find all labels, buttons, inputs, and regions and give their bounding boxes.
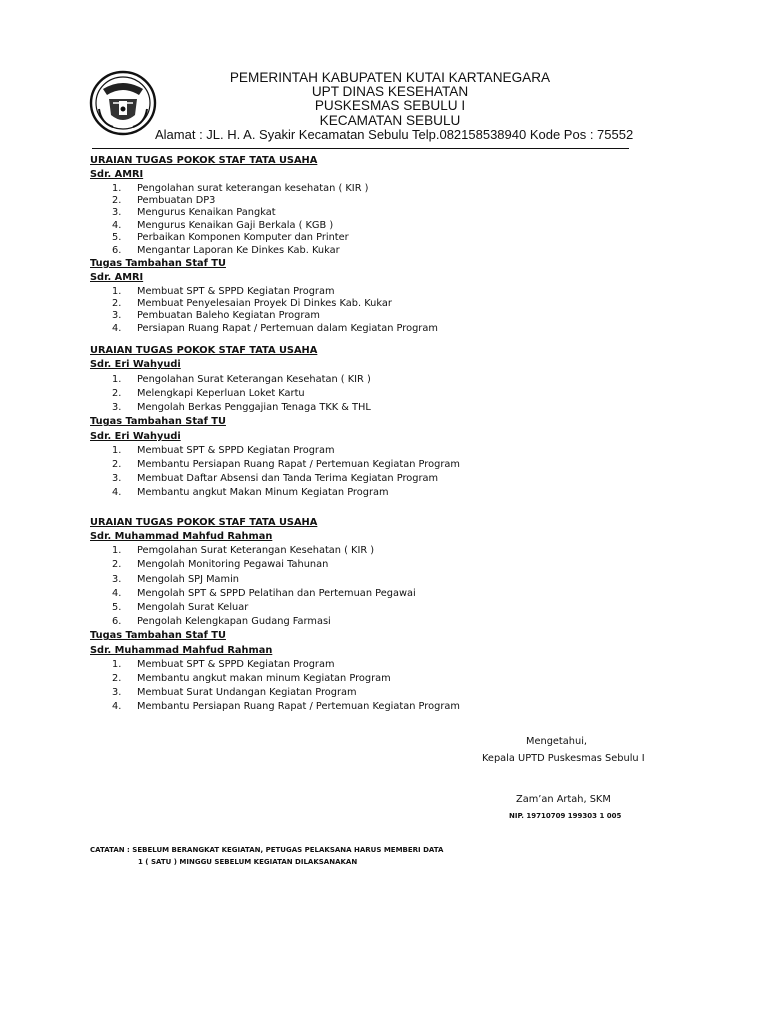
item-number: 4. <box>112 322 122 334</box>
section-title: URAIAN TUGAS POKOK STAF TATA USAHA <box>90 345 318 357</box>
item-text: Membantu angkut makan minum Kegiatan Program <box>137 673 391 685</box>
footnote-line-1: CATATAN : SEBELUM BERANGKAT KEGIATAN, PETUGAS PELAKSANA HARUS MEMBERI DATA <box>90 846 444 854</box>
list-item <box>90 472 690 486</box>
list-item <box>90 298 690 310</box>
item-text: Mengolah SPT & SPPD Pelatihan dan Pertemuan Pegawai <box>137 587 416 599</box>
item-text: Mengurus Kenaikan Gaji Berkala ( KGB ) <box>137 219 334 231</box>
item-text: Perbaikan Komponen Komputer dan Printer <box>137 232 349 244</box>
list-item <box>90 686 690 700</box>
item-text: Pengolah Kelengkapan Gudang Farmasi <box>137 616 331 628</box>
item-number: 5. <box>112 232 122 244</box>
letterhead-district: KECAMATAN SEBULU <box>319 112 461 128</box>
extra-duty-title: Tugas Tambahan Staf TU <box>90 257 226 269</box>
task-list <box>90 544 690 629</box>
list-item <box>90 658 690 672</box>
list-item <box>90 195 690 207</box>
list-item <box>90 486 690 500</box>
item-text: Mengolah Monitoring Pegawai Tahunan <box>137 559 329 571</box>
list-item <box>90 587 690 601</box>
section-title: URAIAN TUGAS POKOK STAF TATA USAHA <box>90 516 318 528</box>
item-text: Melengkapi Keperluan Loket Kartu <box>137 387 305 399</box>
task-list <box>90 373 690 416</box>
letterhead-government: PEMERINTAH KABUPATEN KUTAI KARTANEGARA <box>229 70 551 85</box>
extra-task-list <box>90 658 690 715</box>
item-text: Pembuatan DP3 <box>137 194 216 206</box>
item-text: Pengolahan surat keterangan kesehatan ( KIR ) <box>137 182 369 194</box>
item-text: Pembuatan Baleho Kegiatan Program <box>137 310 320 322</box>
item-number: 1. <box>112 182 122 194</box>
signer-position: Kepala UPTD Puskesmas Sebulu I <box>482 753 645 764</box>
list-item <box>90 672 690 686</box>
staff-name: Sdr. AMRI <box>90 272 144 284</box>
item-number: 3. <box>112 402 122 414</box>
item-number: 4. <box>112 587 122 599</box>
staff-name: Sdr. Muhammad Mahfud Rahman <box>90 530 273 542</box>
item-number: 6. <box>112 616 122 628</box>
item-number: 2. <box>112 297 122 309</box>
item-number: 4. <box>112 219 122 231</box>
list-item <box>90 183 690 195</box>
extra-duty-title: Tugas Tambahan Staf TU <box>90 416 226 428</box>
item-text: Membuat SPT & SPPD Kegiatan Program <box>137 285 335 297</box>
item-number: 1. <box>112 658 122 670</box>
staff-name: Sdr. Eri Wahyudi <box>90 359 181 371</box>
staff-name: Sdr. AMRI <box>90 169 144 181</box>
list-item <box>90 444 690 458</box>
item-text: Mengolah Surat Keluar <box>137 601 249 613</box>
staff-name: Sdr. Eri Wahyudi <box>90 430 181 442</box>
item-number: 2. <box>112 387 122 399</box>
item-text: Membantu Persiapan Ruang Rapat / Pertemuan Kegiatan Program <box>137 459 460 471</box>
item-number: 1. <box>112 285 122 297</box>
letterhead-office: UPT DINAS KESEHATAN <box>311 84 469 100</box>
item-number: 1. <box>112 444 122 456</box>
spacer <box>90 335 690 344</box>
item-text: Mengurus Kenaikan Pangkat <box>137 207 276 219</box>
list-item <box>90 573 690 587</box>
item-number: 6. <box>112 244 122 256</box>
item-number: 2. <box>112 194 122 206</box>
list-item <box>90 286 690 298</box>
item-number: 3. <box>112 207 122 219</box>
list-item <box>90 310 690 322</box>
item-text: Mengolah Berkas Penggajian Tenaga TKK & THL <box>137 402 371 414</box>
item-text: Pemgolahan Surat Keterangan Kesehatan ( KIR ) <box>137 545 375 557</box>
letterhead-address: Alamat : JL. H. A. Syakir Kecamatan Sebulu Telp.082158538940 Kode Pos : 75552 <box>155 126 634 142</box>
list-item <box>90 458 690 472</box>
item-text: Membuat SPT & SPPD Kegiatan Program <box>137 658 335 670</box>
item-number: 2. <box>112 559 122 571</box>
list-item <box>90 387 690 401</box>
staff-name: Sdr. Muhammad Mahfud Rahman <box>90 644 273 656</box>
item-number: 4. <box>112 487 122 499</box>
footnote-line-2: 1 ( SATU ) MINGGU SEBELUM KEGIATAN DILAKSANAKAN <box>138 858 358 866</box>
spacer <box>90 501 690 516</box>
list-item <box>90 700 690 714</box>
item-text: Membuat Penyelesaian Proyek Di Dinkes Kab. Kukar <box>137 297 392 309</box>
item-text: Membuat SPT & SPPD Kegiatan Program <box>137 444 335 456</box>
list-item <box>90 558 690 572</box>
item-text: Mengantar Laporan Ke Dinkes Kab. Kukar <box>137 244 340 256</box>
list-item <box>90 601 690 615</box>
list-item <box>90 245 690 257</box>
item-number: 4. <box>112 701 122 713</box>
item-text: Pengolahan Surat Keterangan Kesehatan ( KIR ) <box>137 373 371 385</box>
list-item <box>90 323 690 335</box>
list-item <box>90 232 690 244</box>
extra-duty-title: Tugas Tambahan Staf TU <box>90 630 226 642</box>
item-number: 2. <box>112 459 122 471</box>
item-number: 1. <box>112 373 122 385</box>
item-number: 3. <box>112 573 122 585</box>
item-number: 5. <box>112 601 122 613</box>
government-emblem-logo <box>89 69 157 137</box>
item-text: Persiapan Ruang Rapat / Pertemuan dalam Kegiatan Program <box>137 322 438 334</box>
document-body <box>90 154 690 715</box>
task-list <box>90 183 690 257</box>
list-item <box>90 401 690 415</box>
list-item <box>90 544 690 558</box>
list-item <box>90 207 690 219</box>
item-number: 3. <box>112 473 122 485</box>
footnote <box>90 844 443 868</box>
item-text: Membantu angkut Makan Minum Kegiatan Program <box>137 487 389 499</box>
letterhead-divider <box>92 148 629 149</box>
list-item <box>90 615 690 629</box>
item-text: Membuat Surat Undangan Kegiatan Program <box>137 687 357 699</box>
item-number: 3. <box>112 687 122 699</box>
signer-nip: NIP. 19710709 199303 1 005 <box>509 812 622 820</box>
list-item <box>90 220 690 232</box>
item-number: 3. <box>112 310 122 322</box>
acknowledged-label: Mengetahui, <box>526 736 588 747</box>
item-number: 1. <box>112 545 122 557</box>
extra-task-list <box>90 286 690 336</box>
letterhead <box>150 70 634 142</box>
signer-name: Zam’an Artah, SKM <box>516 794 611 805</box>
extra-task-list <box>90 444 690 501</box>
list-item <box>90 373 690 387</box>
item-number: 2. <box>112 673 122 685</box>
item-text: Mengolah SPJ Mamin <box>137 573 240 585</box>
letterhead-puskesmas: PUSKESMAS SEBULU I <box>314 98 466 114</box>
section-title: URAIAN TUGAS POKOK STAF TATA USAHA <box>90 155 318 166</box>
item-text: Membuat Daftar Absensi dan Tanda Terima Kegiatan Program <box>137 473 439 485</box>
item-text: Membantu Persiapan Ruang Rapat / Pertemuan Kegiatan Program <box>137 701 460 713</box>
